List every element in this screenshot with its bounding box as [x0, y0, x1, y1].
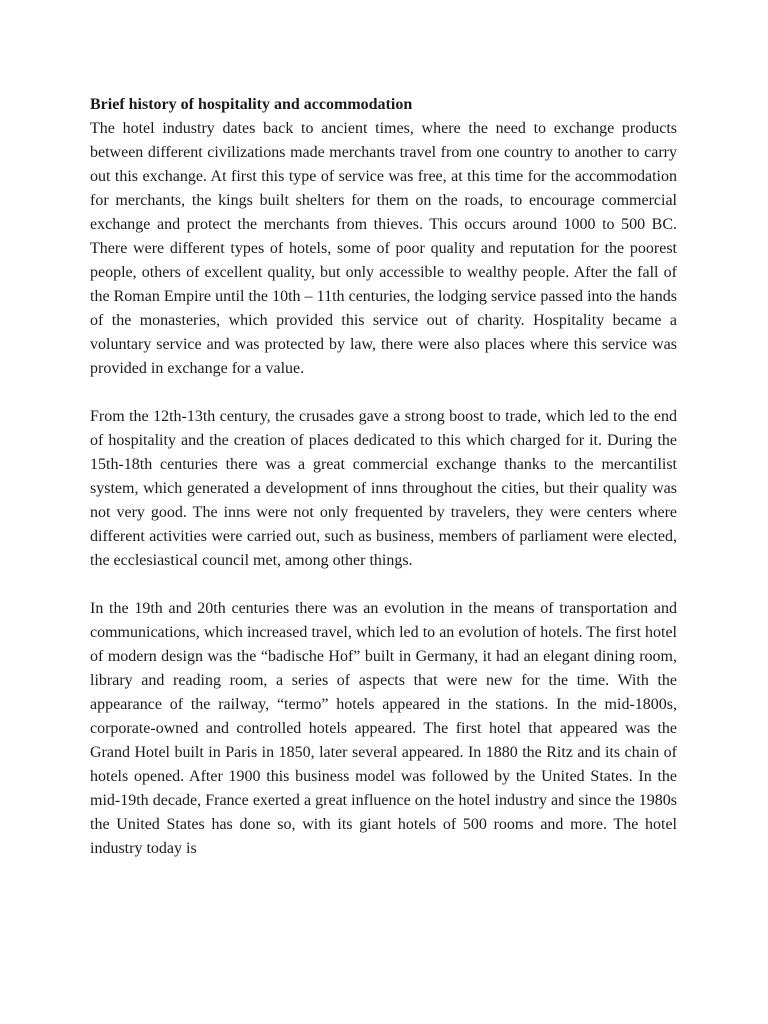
- paragraph-crusades: From the 12th-13th century, the crusades gave a strong boost to trade, which led to the end of hospitality and the creation of places dedicated to this which charged for it. During the 15th-18th centuries there was a great commercial exchange thanks to the mercantilist system, which generated a development of inns throughout the cities, but their quality was not very good. The inns were not only frequented by travelers, they were centers where different activities were carried out, such as business, members of parliament were elected, the ecclesiastical council met, among other things.: [90, 408, 677, 569]
- document-page: [90, 93, 677, 861]
- paragraph-modern-era: In the 19th and 20th centuries there was an evolution in the means of transportation and communications, which increased travel, which led to an evolution of hotels. The first hotel of modern design was the “badische Hof” built in Germany, it had an elegant dining room, library and reading room, a series of aspects that were new for the time. With the appearance of the railway, “termo” hotels appeared in the stations. In the mid-1800s, corporate-owned and controlled hotels appeared. The first hotel that appeared was the Grand Hotel built in Paris in 1850, later several appeared. In 1880 the Ritz and its chain of hotels opened. After 1900 this business model was followed by the United States. In the mid-19th decade, France exerted a great influence on the hotel industry and since the 1980s the United States has done so, with its giant hotels of 500 rooms and more. The hotel industry today is: [90, 600, 677, 857]
- section-heading: Brief history of hospitality and accommodation: [90, 96, 413, 113]
- paragraph-ancient-times: The hotel industry dates back to ancient times, where the need to exchange products between different civilizations made merchants travel from one country to another to carry out this exchange. At first this type of service was free, at this time for the accommodation for merchants, the kings built shelters for them on the roads, to encourage commercial exchange and protect the merchants from thieves. This occurs around 1000 to 500 BC. There were different types of hotels, some of poor quality and reputation for the poorest people, others of excellent quality, but only accessible to wealthy people. After the fall of the Roman Empire until the 10th – 11th centuries, the lodging service passed into the hands of the monasteries, which provided this service out of charity. Hospitality became a voluntary service and was protected by law, there were also places where this service was provided in exchange for a value.: [90, 120, 677, 377]
